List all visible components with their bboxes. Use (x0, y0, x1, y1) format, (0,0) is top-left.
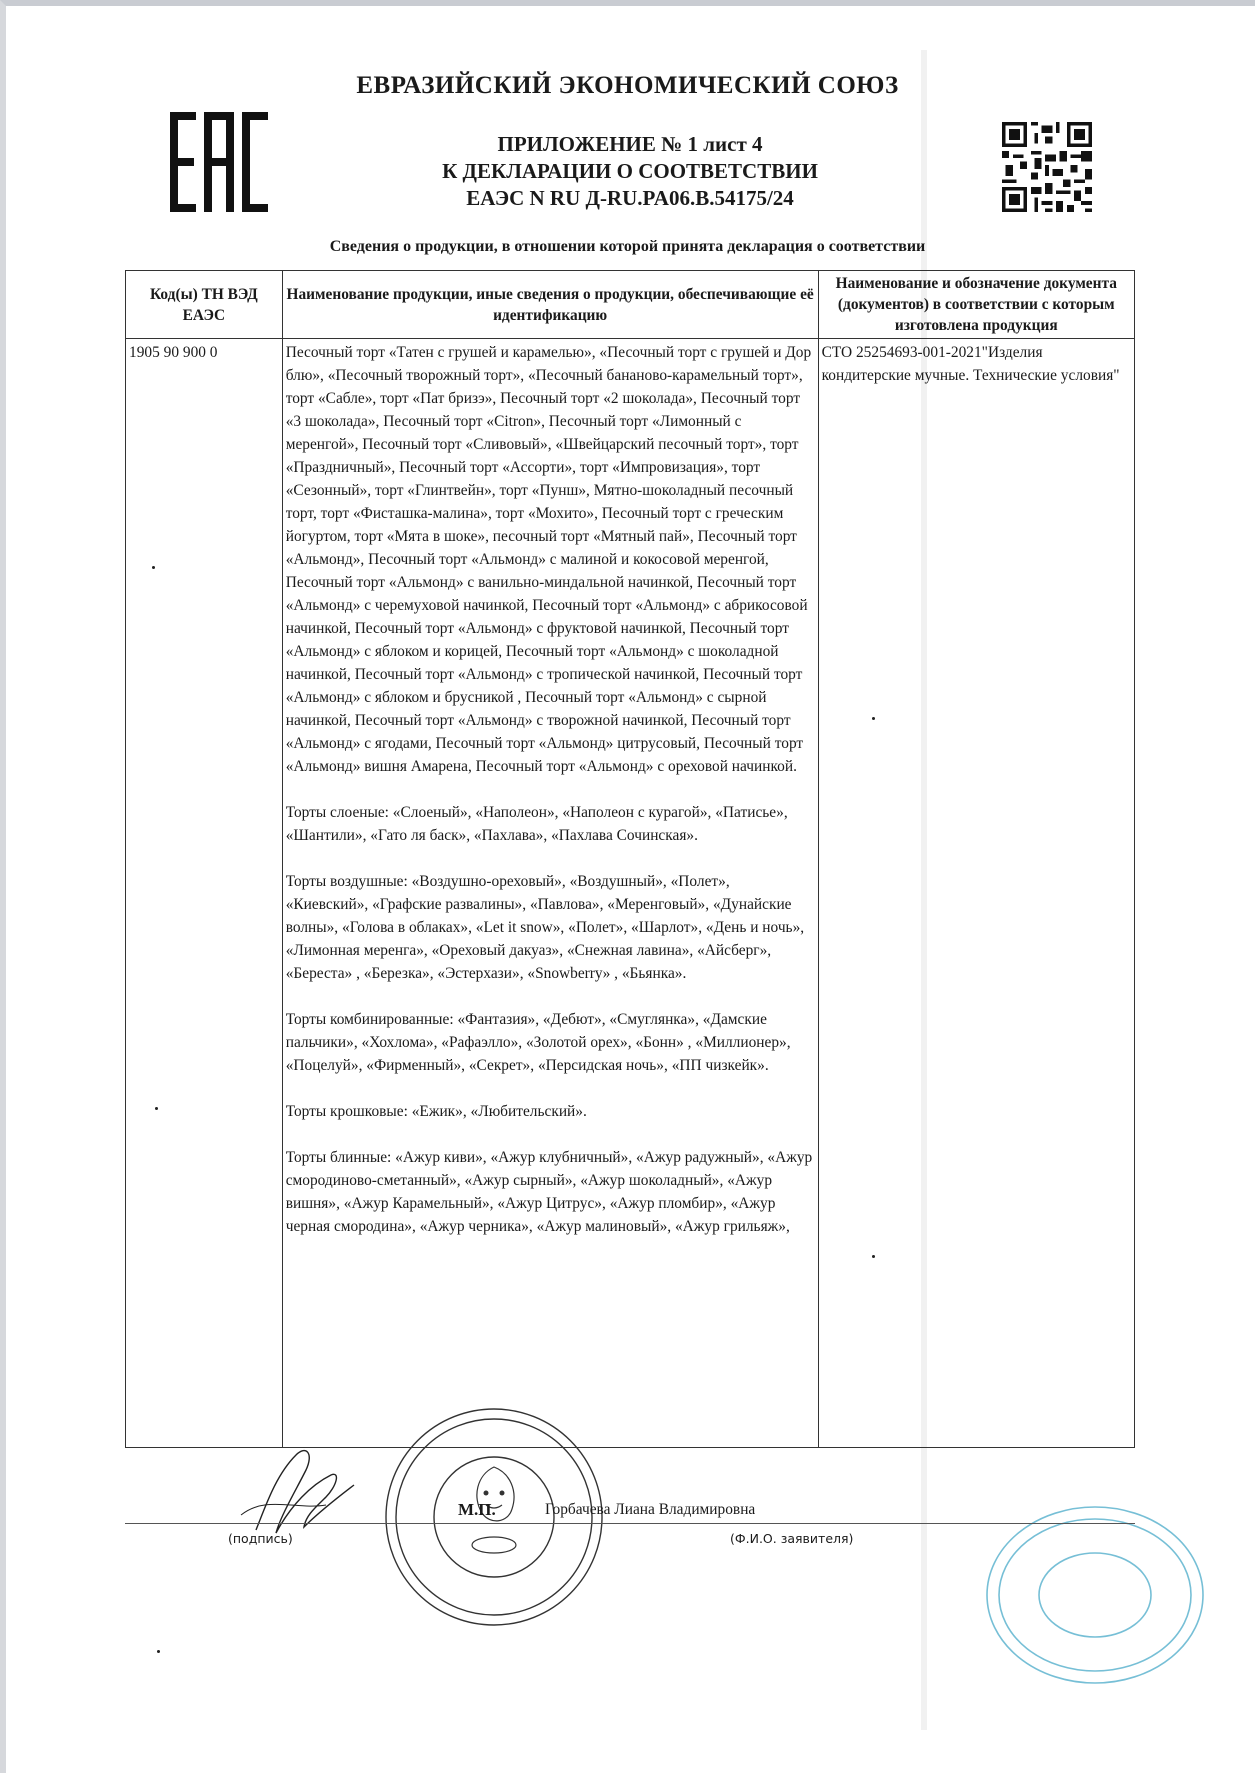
table-caption: Сведения о продукции, в отношении которой принята декларация о соответствии (329, 238, 926, 255)
applicant-name-label: (Ф.И.О. заявителя) (730, 1531, 854, 1546)
table-header-row (126, 271, 1135, 339)
eac-logo-icon (168, 112, 270, 212)
scan-dot (155, 1107, 158, 1110)
scan-dot (157, 1650, 160, 1653)
scan-dot (872, 1255, 875, 1258)
products-airy-cakes: Торты воздушные: «Воздушно-ореховый», «Воздушный», «Полет», «Киевский», «Графские развалины», «Павлова», «Меренговый», «Дунайские волны», «Голова в облаках», «Let it snow», «Полет», «Шарлот», «День и ночь», «Лимонная меренга», «Ореховый дакуаз», «Снежная лавина», «Айсберг», «Береста» , «Березка», «Эстерхази», «Snowberry» , «Бьянка». (285, 873, 805, 982)
cell-products (282, 339, 818, 1448)
certification-seal-icon (980, 1500, 1210, 1690)
applicant-name: Горбачева Лиана Владимировна (545, 1501, 756, 1518)
scan-dot (152, 566, 155, 569)
products-pancake-cakes: Торты блинные: «Ажур киви», «Ажур клубничный», «Ажур радужный», «Ажур смородиново-сметанный», «Ажур сырный», «Ажур шоколадный», «Ажур вишня», «Ажур Карамельный», «Ажур Цитрус», «Ажур пломбир», «Ажур черная смородина», «Ажур черника», «Ажур малиновый», «Ажур грильяж», (285, 1149, 813, 1235)
appendix-line: ПРИЛОЖЕНИЕ № 1 лист 4 (497, 132, 763, 156)
products-crumb-cakes: Торты крошковые: «Ежик», «Любительский». (285, 1103, 587, 1120)
qr-code-icon (1002, 122, 1092, 212)
col-header-document: Наименование и обозначение документа (документов) в соответствии с которым изготовлена продукция (818, 271, 1134, 339)
col-header-product: Наименование продукции, иные сведения о продукции, обеспечивающие её идентификацию (282, 271, 818, 339)
appendix-header (330, 131, 930, 212)
union-title: ЕВРАЗИЙСКИЙ ЭКОНОМИЧЕСКИЙ СОЮЗ (356, 72, 899, 99)
table-row (126, 339, 1135, 1448)
cell-standard: СТО 25254693-001-2021"Изделия кондитерские мучные. Технические условия" (818, 339, 1134, 1448)
scan-dot (872, 717, 875, 720)
cell-code: 1905 90 900 0 (126, 339, 283, 1448)
col-header-code: Код(ы) ТН ВЭД ЕАЭС (126, 271, 283, 339)
declaration-line: К ДЕКЛАРАЦИИ О СООТВЕТСТВИИ (442, 159, 818, 183)
products-layered-cakes: Торты слоеные: «Слоеный», «Наполеон», «Наполеон с курагой», «Патисье», «Шантили», «Гато ля баск», «Пахлава», «Пахлава Сочинская». (285, 804, 788, 844)
seal-placeholder: М.П. (458, 1500, 496, 1519)
signature-label: (подпись) (228, 1531, 293, 1546)
products-sand-cakes: Песочный торт «Татен с грушей и карамелью», «Песочный торт с грушей и Дор блю», «Песочный творожный торт», «Песочный бананово-карамельный торт», торт «Сабле», торт «Пат бризэ», Песочный торт «2 шоколада», Песочный торт «3 шоколада», Песочный торт «Citron», Песочный торт «Лимонный с меренгой», Песочный торт «Сливовый», «Швейцарский песочный торт», торт «Праздничный», Песочный торт «Ассорти», торт «Импровизация», торт «Сезонный», торт «Глинтвейн», торт «Пунш», Мятно-шоколадный песочный торт, торт «Фисташка-малина», торт «Мохито», Песочный торт с греческим йогуртом, торт «Мята в шоке», песочный торт «Мятный пай», Песочный торт «Альмонд», Песочный торт «Альмонд» с малиной и кокосовой меренгой, Песочный торт «Альмонд» с ванильно-миндальной начинкой, Песочный торт «Альмонд» с черемуховой начинкой, Песочный торт «Альмонд» с абрикосовой начинкой, Песочный торт «Альмонд» с фруктовой начинкой, Песочный торт «Альмонд» с яблоком и корицей, Песочный торт «Альмонд» с шоколадной начинкой, Песочный торт «Альмонд» с тропической начинкой, Песочный торт «Альмонд» с яблоком и брусникой , Песочный торт «Альмонд» с сырной начинкой, Песочный торт «Альмонд» с творожной начинкой, Песочный торт «Альмонд» с ягодами, Песочный торт «Альмонд» цитрусовый, Песочный торт «Альмонд» вишня Амарена, Песочный торт «Альмонд» с ореховой начинкой. (285, 344, 812, 775)
declaration-number: ЕАЭС N RU Д-RU.PA06.B.54175/24 (466, 186, 794, 210)
signature-line (125, 1523, 1135, 1524)
products-combined-cakes: Торты комбинированные: «Фантазия», «Дебют», «Смуглянка», «Дамские пальчики», «Хохлома», «Рафаэлло», «Золотой орех», «Бонн» , «Миллионер», «Поцелуй», «Фирменный», «Секрет», «Персидская ночь», «ПП чизкейк». (285, 1011, 791, 1074)
signature-icon (236, 1435, 366, 1545)
product-table (125, 270, 1135, 1448)
